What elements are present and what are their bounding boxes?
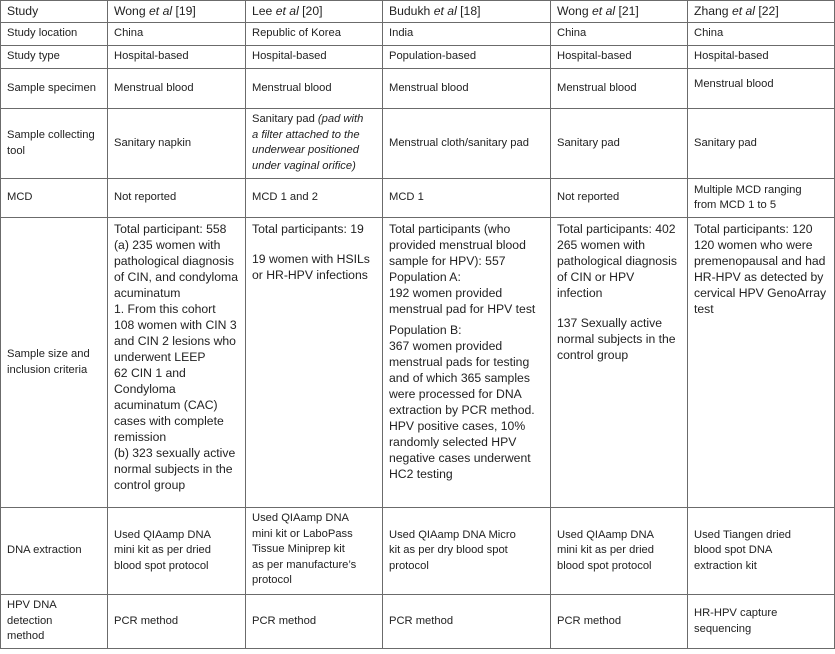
row-label: DNA extraction	[1, 508, 108, 595]
header-study-3: Budukh et al [18]	[383, 1, 551, 23]
row-dna-extraction	[1, 508, 835, 595]
cell: Used QIAamp DNA mini kit as per dried blood spot protocol	[551, 508, 688, 595]
cell: MCD 1	[383, 179, 551, 218]
row-label: Study location	[1, 23, 108, 46]
header-row	[1, 1, 835, 23]
cell: Menstrual blood	[383, 69, 551, 109]
cell: Sanitary napkin	[108, 109, 246, 179]
cell: Sanitary pad	[551, 109, 688, 179]
cell: Total participants (who provided menstrual blood sample for HPV): 557 Population A: 192 women provided menstrual pad for HPV test Population B: 367 women provided menstrual pads for testing and of which 365 samples were processed for DNA extraction by PCR method. HPV positive cases, 10% randomly selected HPV negative cases underwent HC2 testing	[383, 218, 551, 508]
row-label: Sample size and inclusion criteria	[1, 218, 108, 508]
cell: Used Tiangen dried blood spot DNA extraction kit	[688, 508, 835, 595]
row-sample-specimen	[1, 69, 835, 109]
cell: China	[551, 23, 688, 46]
row-study-location	[1, 23, 835, 46]
cell: Total participant: 558 (a) 235 women with pathological diagnosis of CIN, and condyloma acuminatum 1. From this cohort 108 women with CIN 3 and CIN 2 lesions who underwent LEEP 62 CIN 1 and Condyloma acuminatum (CAC) cases with complete remission (b) 323 sexually active normal subjects in the control group	[108, 218, 246, 508]
cell: Used QIAamp DNA mini kit as per dried blood spot protocol	[108, 508, 246, 595]
header-study-4: Wong et al [21]	[551, 1, 688, 23]
row-label: Sample collecting tool	[1, 109, 108, 179]
cell: Hospital-based	[688, 46, 835, 69]
cell: Total participants: 402 265 women with pathological diagnosis of CIN or HPV infection 137 Sexually active normal subjects in the control group	[551, 218, 688, 508]
cell: Total participants: 120 120 women who were premenopausal and had HR-HPV as detected by cervical HPV GenoArray test	[688, 218, 835, 508]
cell: Hospital-based	[551, 46, 688, 69]
row-sample-collecting-tool	[1, 109, 835, 179]
row-sample-size	[1, 218, 835, 508]
cell: Hospital-based	[246, 46, 383, 69]
header-study-2: Lee et al [20]	[246, 1, 383, 23]
cell: Republic of Korea	[246, 23, 383, 46]
cell: Not reported	[551, 179, 688, 218]
cell: PCR method	[383, 595, 551, 649]
cell: Menstrual blood	[246, 69, 383, 109]
cell: PCR method	[246, 595, 383, 649]
cell: PCR method	[551, 595, 688, 649]
header-study-1: Wong et al [19]	[108, 1, 246, 23]
row-study-type	[1, 46, 835, 69]
cell: Total participants: 19 19 women with HSILs or HR-HPV infections	[246, 218, 383, 508]
row-hpv-detection	[1, 595, 835, 649]
cell: Hospital-based	[108, 46, 246, 69]
cell: PCR method	[108, 595, 246, 649]
cell: Sanitary pad	[688, 109, 835, 179]
cell: Menstrual blood	[108, 69, 246, 109]
header-study: Study	[1, 1, 108, 23]
cell: Menstrual blood	[551, 69, 688, 109]
cell: Used QIAamp DNA Micro kit as per dry blood spot protocol	[383, 508, 551, 595]
cell: China	[688, 23, 835, 46]
cell: India	[383, 23, 551, 46]
cell: Not reported	[108, 179, 246, 218]
row-label: Study type	[1, 46, 108, 69]
cell: China	[108, 23, 246, 46]
cell: Menstrual cloth/sanitary pad	[383, 109, 551, 179]
cell: Population-based	[383, 46, 551, 69]
row-label: MCD	[1, 179, 108, 218]
cell: HR-HPV capture sequencing	[688, 595, 835, 649]
cell: Sanitary pad (pad with a filter attached to the underwear positioned under vaginal orifice)	[246, 109, 383, 179]
header-study-5: Zhang et al [22]	[688, 1, 835, 23]
cell: Multiple MCD ranging from MCD 1 to 5	[688, 179, 835, 218]
row-mcd	[1, 179, 835, 218]
cell: Menstrual blood	[688, 69, 835, 109]
cell: MCD 1 and 2	[246, 179, 383, 218]
row-label: HPV DNA detection method	[1, 595, 108, 649]
cell: Used QIAamp DNA mini kit or LaboPass Tissue Miniprep kit as per manufacture’s protocol	[246, 508, 383, 595]
row-label: Sample specimen	[1, 69, 108, 109]
